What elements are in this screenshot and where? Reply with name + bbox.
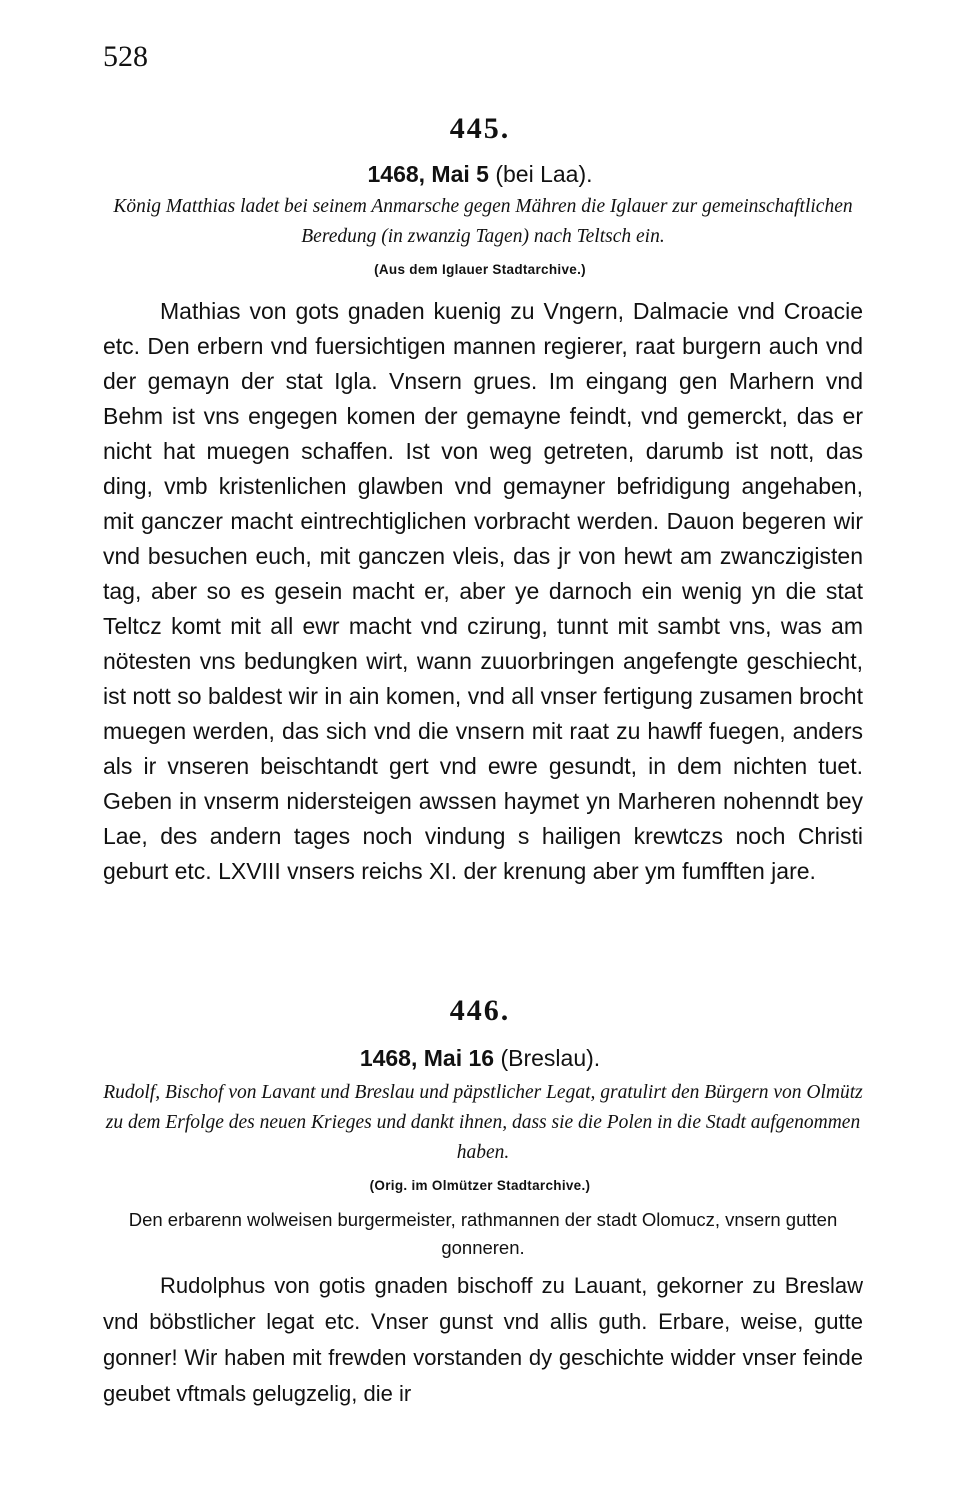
page-number: 528 bbox=[103, 40, 148, 73]
document-regest: König Matthias ladet bei seinem Anmarsche gegen Mähren die Iglauer zur gemeinschaftlichen Beredung (in zwanzig Tagen) nach Teltsch ein. bbox=[113, 196, 853, 247]
document-dateline bbox=[0, 160, 960, 188]
document-source: (Orig. im Olmützer Stadtarchive.) bbox=[369, 1178, 591, 1193]
document-place: (Breslau). bbox=[500, 1045, 601, 1071]
document-address: Den erbarenn wolweisen burgermeister, rathmannen der stadt Olomucz, vnsern gutten gonneren. bbox=[128, 1209, 838, 1258]
document-dateline bbox=[0, 1044, 960, 1072]
document-source: (Aus dem Iglauer Stadtarchive.) bbox=[374, 262, 586, 277]
document-number: 446. bbox=[449, 994, 511, 1027]
document-date: 1468, Mai 5 bbox=[367, 161, 489, 187]
document-place: (bei Laa). bbox=[495, 161, 593, 187]
document-number: 445. bbox=[449, 112, 511, 145]
document-date: 1468, Mai 16 bbox=[359, 1045, 495, 1071]
document-text: Rudolphus von gotis gnaden bischoff zu Lauant, gekorner zu Breslaw vnd böbstlicher legat etc. Vnser gunst vnd allis guth. Erbare, weise, gutte gonner! Wir haben mit frewden vorstanden dy geschichte widder vnser feinde geubet vftmals gelugzelig, die ir bbox=[103, 1273, 863, 1406]
document-text: Mathias von gots gnaden kuenig zu Vngern, Dalmacie vnd Croacie etc. Den erbern vnd fuersichtigen mannen regierer, raat burgern auch vnd der gemayn der stat Igla. Vnsern grues. Im eingang gen Marhern vnd Behm ist vns engegen komen der gemayne feindt, vnd gemerckt, das er nicht hat muegen schaffen. Ist von weg getreten, darumb ist nott, das ding, vmb kristenlichen glawben vnd gemayner befridigung angehaben, mit ganczer macht eintrechtiglichen vorbracht werden. Dauon begeren wir vnd besuchen euch, mit ganczen vleis, das jr von hewt am zwanczigisten tag, aber so es gesein macht er, aber ye darnoch ein wenig yn die stat Teltcz komt mit all ewr macht vnd czirung, tunnt mit sambt vns, was am nötesten vns bedungken wirt, wann zuuorbringen angefengte geschiecht, ist nott so baldest wir in ain komen, vnd all vnser fertigung zusamen brocht muegen werden, das sich vnd die vnsern mit raat zu hawff fuegen, anders als ir vnseren beischtandt gert vnd ewre gesundt, in dem nichten tuet. Geben in vnserm nidersteigen awssen haymet yn Marheren nohenndt bey Lae, des andern tages noch vindung s hailigen krewtczs noch Christi geburt etc. LXVIII vnsers reichs XI. der krenung aber ym fumfften jare. bbox=[103, 298, 863, 884]
document-regest: Rudolf, Bischof von Lavant und Breslau und päpstlicher Legat, gratulirt den Bürgern von Olmütz zu dem Erfolge des neuen Krieges und dankt ihnen, dass sie die Polen in die Stadt aufgenommen haben. bbox=[103, 1082, 863, 1163]
